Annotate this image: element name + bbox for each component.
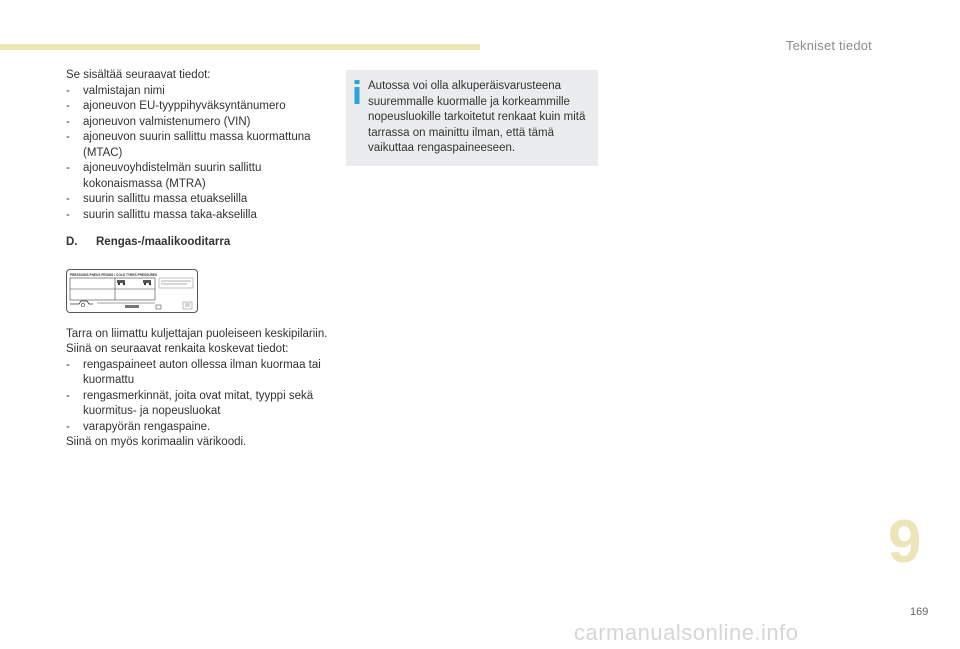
chapter-number: 9 xyxy=(888,508,922,575)
header-accent-bar xyxy=(0,44,480,50)
intro-text: Se sisältää seuraavat tiedot: xyxy=(66,69,211,81)
paragraph: Siinä on seuraavat renkaita koskevat tiedot: xyxy=(66,343,289,355)
tyre-label-drawing xyxy=(67,270,197,312)
list-item: - rengasmerkinnät, joita ovat mitat, tyyppi sekä kuormitus- ja nopeusluokat xyxy=(66,389,314,417)
page-number: 169 xyxy=(910,606,929,618)
watermark: carmanualsonline.info xyxy=(574,620,799,645)
info-box xyxy=(346,70,598,166)
section-title: Tekniset tiedot xyxy=(785,38,872,53)
tyre-paint-label-illustration xyxy=(66,269,198,313)
left-column xyxy=(66,68,328,451)
list-item: - ajoneuvoyhdistelmän suurin sallittu kokonaismassa (MTRA) xyxy=(66,162,262,190)
list-item: - valmistajan nimi xyxy=(66,84,165,97)
paragraph: Tarra on liimattu kuljettajan puoleiseen keskipilariin. xyxy=(66,327,328,340)
plate-info-list xyxy=(66,84,328,224)
info-icon xyxy=(353,80,361,104)
label-header-text: PRESSIONS PNEUS FROIDS / COLD TYRES PRESSURES xyxy=(70,272,158,277)
list-item: - varapyörän rengaspaine. xyxy=(66,420,211,433)
tyre-info-list xyxy=(66,358,328,436)
section-heading: D. Rengas-/maalikooditarra xyxy=(66,236,231,248)
info-text: Autossa voi olla alkuperäisvarusteena suuremmalle kuormalle ja korkeammille nopeusluokille tarkoitetut renkaat kuin mitä tarrassa on mainittu ilman, että tämä vaikuttaa rengaspaineeseen. xyxy=(368,80,586,154)
list-item: - ajoneuvon suurin sallittu massa kuormattuna (MTAC) xyxy=(66,131,311,159)
list-item: - ajoneuvon EU-tyyppihyväksyntänumero xyxy=(66,100,286,112)
paragraph: Siinä on myös korimaalin värikoodi. xyxy=(66,436,247,448)
list-item: - ajoneuvon valmistenumero (VIN) xyxy=(66,115,251,128)
list-item: - suurin sallittu massa taka-akselilla xyxy=(66,208,257,221)
list-item: - rengaspaineet auton ollessa ilman kuormaa tai kuormattu xyxy=(66,358,321,386)
list-item: - suurin sallittu massa etuakselilla xyxy=(66,193,248,205)
